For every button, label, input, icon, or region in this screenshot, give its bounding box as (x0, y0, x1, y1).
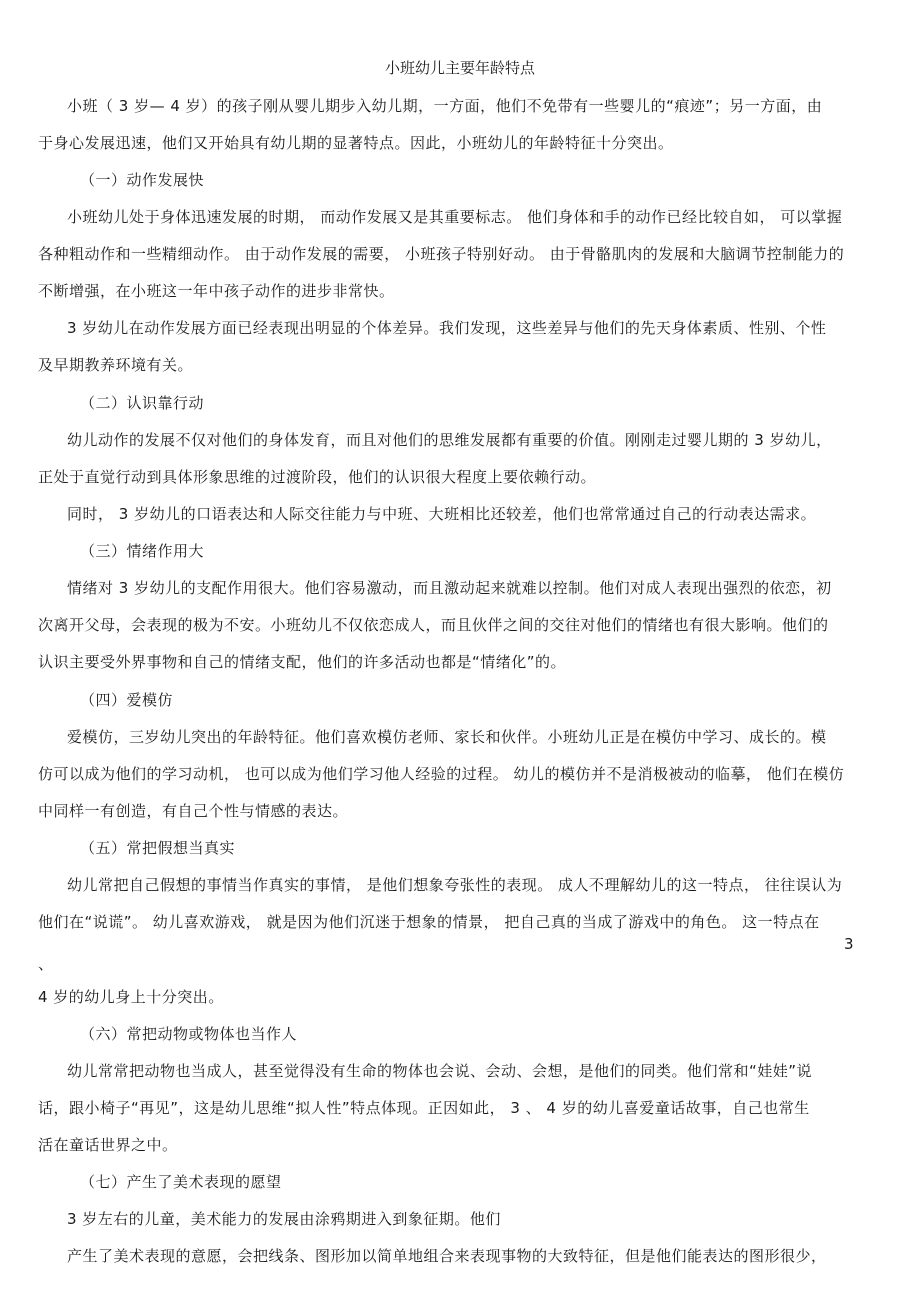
text-line: 不断增强，在小班这一年中孩子动作的进步非常快。 (38, 282, 395, 300)
text-line: 幼儿动作的发展不仅对他们的身体发育，而且对他们的思维发展都有重要的价值。刚刚走过婴儿期的 3 岁幼儿， (67, 431, 832, 449)
text-line: 4 岁的幼儿身上十分突出。 (38, 988, 224, 1006)
text-line: 同时， 3 岁幼儿的口语表达和人际交往能力与中班、大班相比还较差，他们也常常通过自己的行动表达需求。 (67, 505, 817, 523)
text-line: 3 岁幼儿在动作发展方面已经表现出明显的个体差异。我们发现，这些差异与他们的先天身体素质、性别、个性 (67, 319, 827, 337)
text-line: 正处于直觉行动到具体形象思维的过渡阶段，他们的认识很大程度上要依赖行动。 (38, 468, 597, 486)
section-heading: （七）产生了美术表现的愿望 (80, 1173, 282, 1191)
text-line: 及早期教养环境有关。 (38, 356, 194, 374)
margin-number: 3 (844, 935, 854, 953)
text-line: 于身心发展迅速，他们又开始具有幼儿期的显著特点。因此，小班幼儿的年龄特征十分突出。 (38, 134, 674, 152)
section-heading: （六）常把动物或物体也当作人 (80, 1025, 298, 1043)
text-line: 3 岁左右的儿童，美术能力的发展由涂鸦期进入到象征期。他们 (67, 1210, 501, 1228)
text-line: 他们在“说谎”。 幼儿喜欢游戏， 就是因为他们沉迷于想象的情景， 把自己真的当成了游戏中的角色。 这一特点在 (38, 913, 820, 931)
text-line: 幼儿常常把动物也当成人，甚至觉得没有生命的物体也会说、会动、会想，是他们的同类。他们常和“娃娃”说 (67, 1062, 813, 1080)
page-title: 小班幼儿主要年龄特点 (384, 59, 535, 77)
text-line: 认识主要受外界事物和自己的情绪支配，他们的许多活动也都是“情绪化”的。 (38, 653, 567, 671)
text-line: 活在童话世界之中。 (38, 1136, 178, 1154)
section-heading: （四）爱模仿 (80, 691, 174, 709)
text-line: 情绪对 3 岁幼儿的支配作用很大。他们容易激动，而且激动起来就难以控制。他们对成人表现出强烈的依恋，初 (67, 579, 832, 597)
section-heading: （一）动作发展快 (80, 171, 205, 189)
text-line: 爱模仿，三岁幼儿突出的年龄特征。他们喜欢模仿老师、家长和伙伴。小班幼儿正是在模仿中学习、成长的。模 (67, 728, 827, 746)
text-line: 各种粗动作和一些精细动作。 由于动作发展的需要， 小班孩子特别好动。 由于骨骼肌肉的发展和大脑调节控制能力的 (38, 245, 845, 263)
text-line: 小班（ 3 岁— 4 岁）的孩子刚从婴儿期步入幼儿期，一方面，他们不免带有一些婴儿的“痕迹”；另一方面，由 (67, 97, 823, 115)
text-line: 中同样一有创造，有自己个性与情感的表达。 (38, 802, 349, 820)
text-line: 小班幼儿处于身体迅速发展的时期， 而动作发展又是其重要标志。 他们身体和手的动作已经比较自如， 可以掌握 (67, 208, 843, 226)
stray-mark: 、 (38, 955, 54, 973)
section-heading: （三）情绪作用大 (80, 542, 205, 560)
text-line: 产生了美术表现的意愿，会把线条、图形加以简单地组合来表现事物的大致特征，但是他们能表达的图形很少， (67, 1247, 827, 1265)
text-line: 话，跟小椅子“再见”，这是幼儿思维“拟人性”特点体现。正因如此， 3 、 4 岁的幼儿喜爱童话故事，自己也常生 (38, 1099, 810, 1117)
section-heading: （五）常把假想当真实 (80, 839, 236, 857)
text-line: 次离开父母，会表现的极为不安。小班幼儿不仅依恋成人，而且伙伴之间的交往对他们的情绪也有很大影响。他们的 (38, 616, 829, 634)
text-line: 幼儿常把自己假想的事情当作真实的事情， 是他们想象夸张性的表现。 成人不理解幼儿的这一特点， 往往误认为 (67, 876, 843, 894)
text-line: 仿可以成为他们的学习动机， 也可以成为他们学习他人经验的过程。 幼儿的模仿并不是消极被动的临摹， 他们在模仿 (38, 765, 845, 783)
section-heading: （二）认识靠行动 (80, 394, 205, 412)
